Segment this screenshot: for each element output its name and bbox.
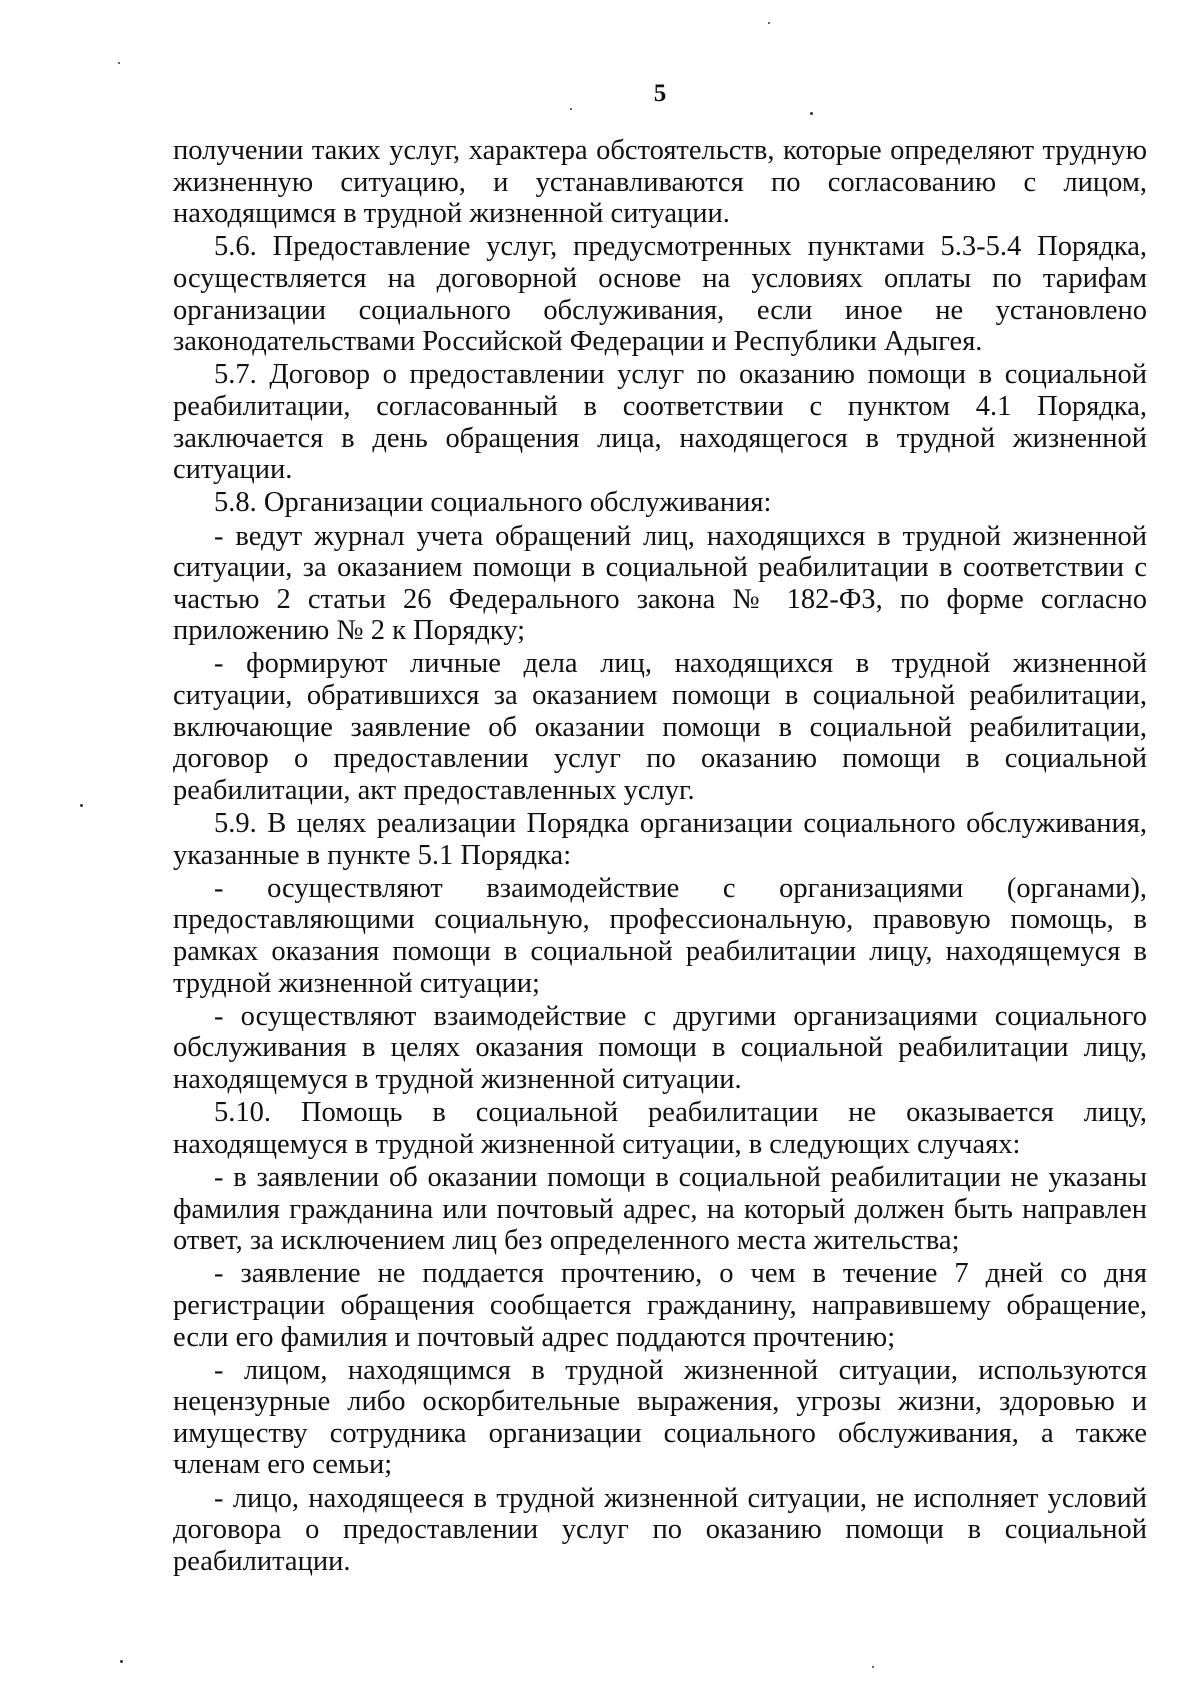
- scan-speck: [810, 112, 813, 115]
- paragraph: - заявление не поддается прочтению, о чем в течение 7 дней со дня регистрации обращения сообщается гражданину, направившему обращение, если его фамилия и почтовый адрес поддаются прочтению;: [173, 1258, 1147, 1353]
- paragraph: - осуществляют взаимодействие с организациями (органами), предоставляющими социальную, профессиональную, правовую помощь, в рамках оказания помощи в социальной реабилитации лицу, находящемуся в трудной жизненной ситуации;: [173, 872, 1147, 999]
- paragraph: - осуществляют взаимодействие с другими организациями социального обслуживания в целях оказания помощи в социальной реабилитации лицу, находящемуся в трудной жизненной ситуации.: [173, 1000, 1147, 1095]
- scan-speck: [120, 1660, 123, 1663]
- document-body: [173, 135, 1147, 1579]
- paragraph: 5.9. В целях реализации Порядка организации социального обслуживания, указанные в пункте 5.1 Порядка:: [173, 808, 1147, 871]
- paragraph: - лицом, находящимся в трудной жизненной ситуации, используются нецензурные либо оскорбительные выражения, угрозы жизни, здоровью и имуществу сотрудника организации социального обслуживания, а также членам его семьи;: [173, 1354, 1147, 1481]
- paragraph: 5.7. Договор о предоставлении услуг по оказанию помощи в социальной реабилитации, согласованный в соответствии с пунктом 4.1 Порядка, заключается в день обращения лица, находящегося в трудной жизненной ситуации.: [173, 359, 1147, 486]
- scan-speck: [80, 804, 83, 807]
- scan-speck: [118, 62, 120, 64]
- scan-speck: [570, 108, 572, 110]
- page-number: 5: [653, 80, 667, 107]
- paragraph: - в заявлении об оказании помощи в социальной реабилитации не указаны фамилия гражданина или почтовый адрес, на который должен быть направлен ответ, за исключением лиц без определенного места жительства;: [173, 1161, 1147, 1257]
- paragraph: 5.8. Организации социального обслуживания:: [214, 487, 772, 519]
- paragraph: 5.10. Помощь в социальной реабилитации не оказывается лицу, находящемуся в трудной жизненной ситуации, в следующих случаях:: [173, 1097, 1147, 1160]
- scan-speck: [872, 1666, 874, 1668]
- paragraph: получении таких услуг, характера обстоятельств, которые определяют трудную жизненную ситуацию, и устанавливаются по согласованию с лицом, находящимся в трудной жизненной ситуации.: [173, 135, 1147, 230]
- paragraph: - ведут журнал учета обращений лиц, находящихся в трудной жизненной ситуации, за оказанием помощи в социальной реабилитации в соответствии с частью 2 статьи 26 Федерального закона № 182-ФЗ, по форме согласно приложению № 2 к Порядку;: [173, 520, 1147, 647]
- paragraph: - формируют личные дела лиц, находящихся в трудной жизненной ситуации, обратившихся за оказанием помощи в социальной реабилитации, включающие заявление об оказании помощи в социальной реабилитации, договор о предоставлении услуг по оказанию помощи в социальной реабилитации, акт предоставленных услуг.: [173, 648, 1147, 806]
- paragraph: 5.6. Предоставление услуг, предусмотренных пунктами 5.3-5.4 Порядка, осуществляется на договорной основе на условиях оплаты по тарифам организации социального обслуживания, если иное не установлено законодательствами Российской Федерации и Республики Адыгея.: [173, 231, 1147, 358]
- paragraph: - лицо, находящееся в трудной жизненной ситуации, не исполняет условий договора о предоставлении услуг по оказанию помощи в социальной реабилитации.: [173, 1482, 1147, 1577]
- scan-speck: [768, 22, 770, 24]
